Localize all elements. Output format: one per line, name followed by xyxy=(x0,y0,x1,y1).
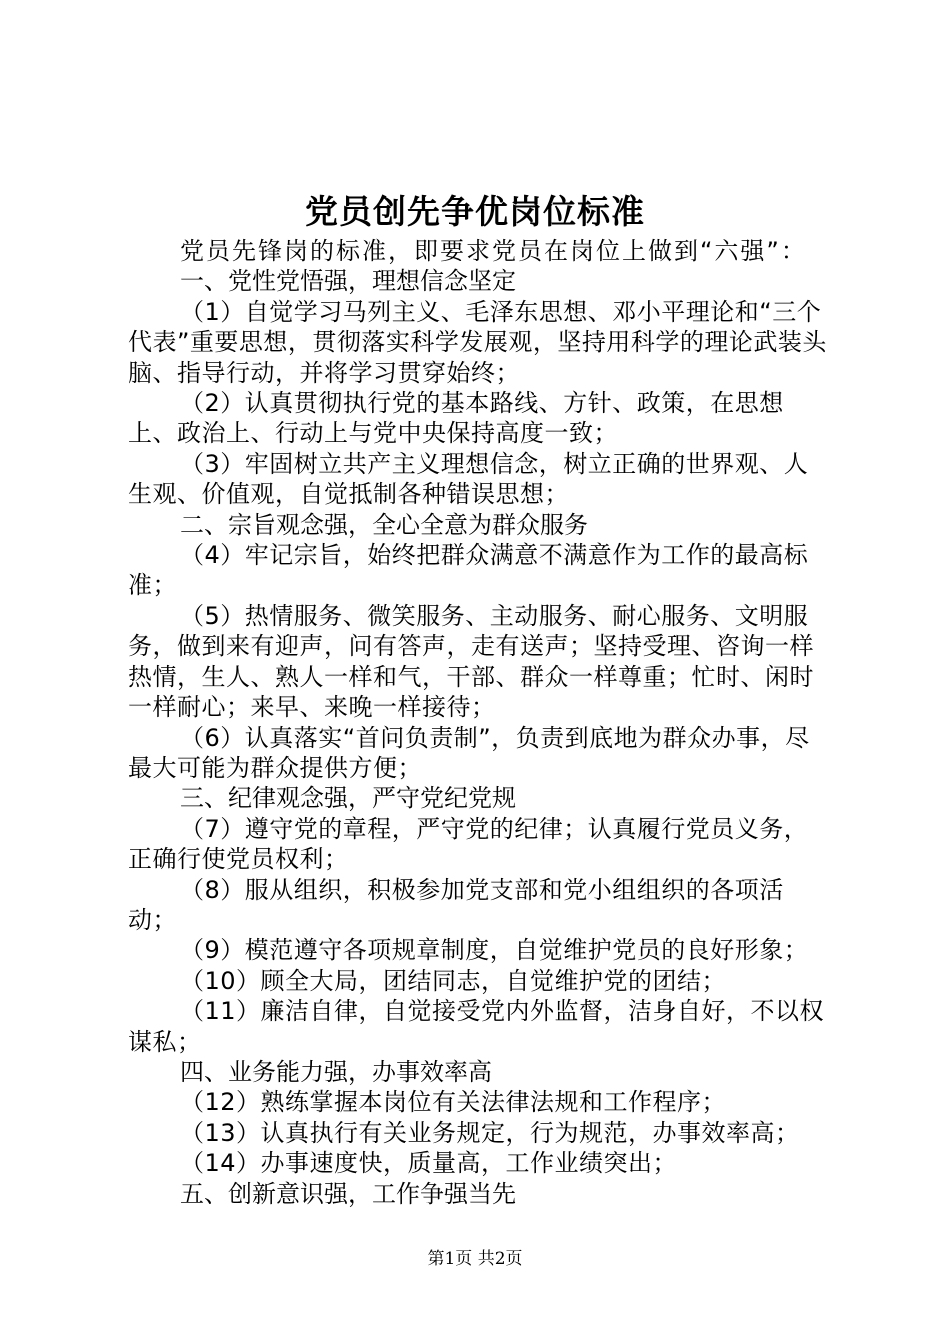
list-item: （5）热情服务、微笑服务、主动服务、耐心服务、文明服务，做到来有迎声，问有答声，走有送声；坚持受理、咨询一样热情，生人、熟人一样和气，干部、群众一样尊重；忙时、闲时一样耐心；来早、来晚一样接待； xyxy=(128,601,814,722)
section-1 xyxy=(128,266,832,509)
list-item: （4）牢记宗旨，始终把群众满意不满意作为工作的最高标准； xyxy=(128,541,809,600)
list-item: （6）认真落实“首问负责制”，负责到底地为群众办事，尽最大可能为群众提供方便； xyxy=(128,723,810,782)
list-item: （10）顾全大局，团结同志，自觉维护党的团结； xyxy=(180,966,727,995)
list-item: （2）认真贯彻执行党的基本路线、方针、政策，在思想上、政治上、行动上与党中央保持高度一致； xyxy=(128,389,784,448)
page-footer: 第1页 共2页 xyxy=(427,1249,523,1269)
list-item: （13）认真执行有关业务规定，行为规范，办事效率高； xyxy=(180,1118,800,1147)
list-item: （14）办事速度快，质量高，工作业绩突出； xyxy=(180,1149,678,1178)
section-heading: 三、纪律观念强，严守党纪党规 xyxy=(180,784,516,813)
list-item: （3）牢固树立共产主义理想信念，树立正确的世界观、人生观、价值观，自觉抵制各种错误思想； xyxy=(128,449,809,509)
section-2 xyxy=(128,510,832,784)
section-heading: 五、创新意识强，工作争强当先 xyxy=(180,1179,516,1208)
list-item: （7）遵守党的章程，严守党的纪律；认真履行党员义务，正确行使党员权利； xyxy=(128,814,809,874)
document-body xyxy=(128,236,832,1209)
document-title: 党员创先争优岗位标准 xyxy=(305,192,645,231)
section-3 xyxy=(128,783,832,1057)
intro-paragraph: 党员先锋岗的标准，即要求党员在岗位上做到“六强”： xyxy=(180,237,807,265)
list-item: （11）廉洁自律，自觉接受党内外监督，洁身自好，不以权谋私； xyxy=(128,997,825,1056)
section-heading: 二、宗旨观念强，全心全意为群众服务 xyxy=(180,510,588,539)
list-item: （12）熟练掌握本岗位有关法律法规和工作程序； xyxy=(180,1088,727,1117)
list-item: （9）模范遵守各项规章制度，自觉维护党员的良好形象； xyxy=(180,936,809,965)
list-item: （1）自觉学习马列主义、毛泽东思想、邓小平理论和“三个代表”重要思想，贯彻落实科学发展观，坚持用科学的理论武装头脑、指导行动，并将学习贯穿始终； xyxy=(128,297,827,387)
section-heading: 一、党性党悟强，理想信念坚定 xyxy=(180,267,516,296)
section-heading: 四、业务能力强，办事效率高 xyxy=(180,1057,492,1086)
section-4 xyxy=(128,1057,832,1179)
list-item: （8）服从组织，积极参加党支部和党小组组织的各项活动； xyxy=(128,875,784,934)
section-5 xyxy=(128,1179,832,1209)
